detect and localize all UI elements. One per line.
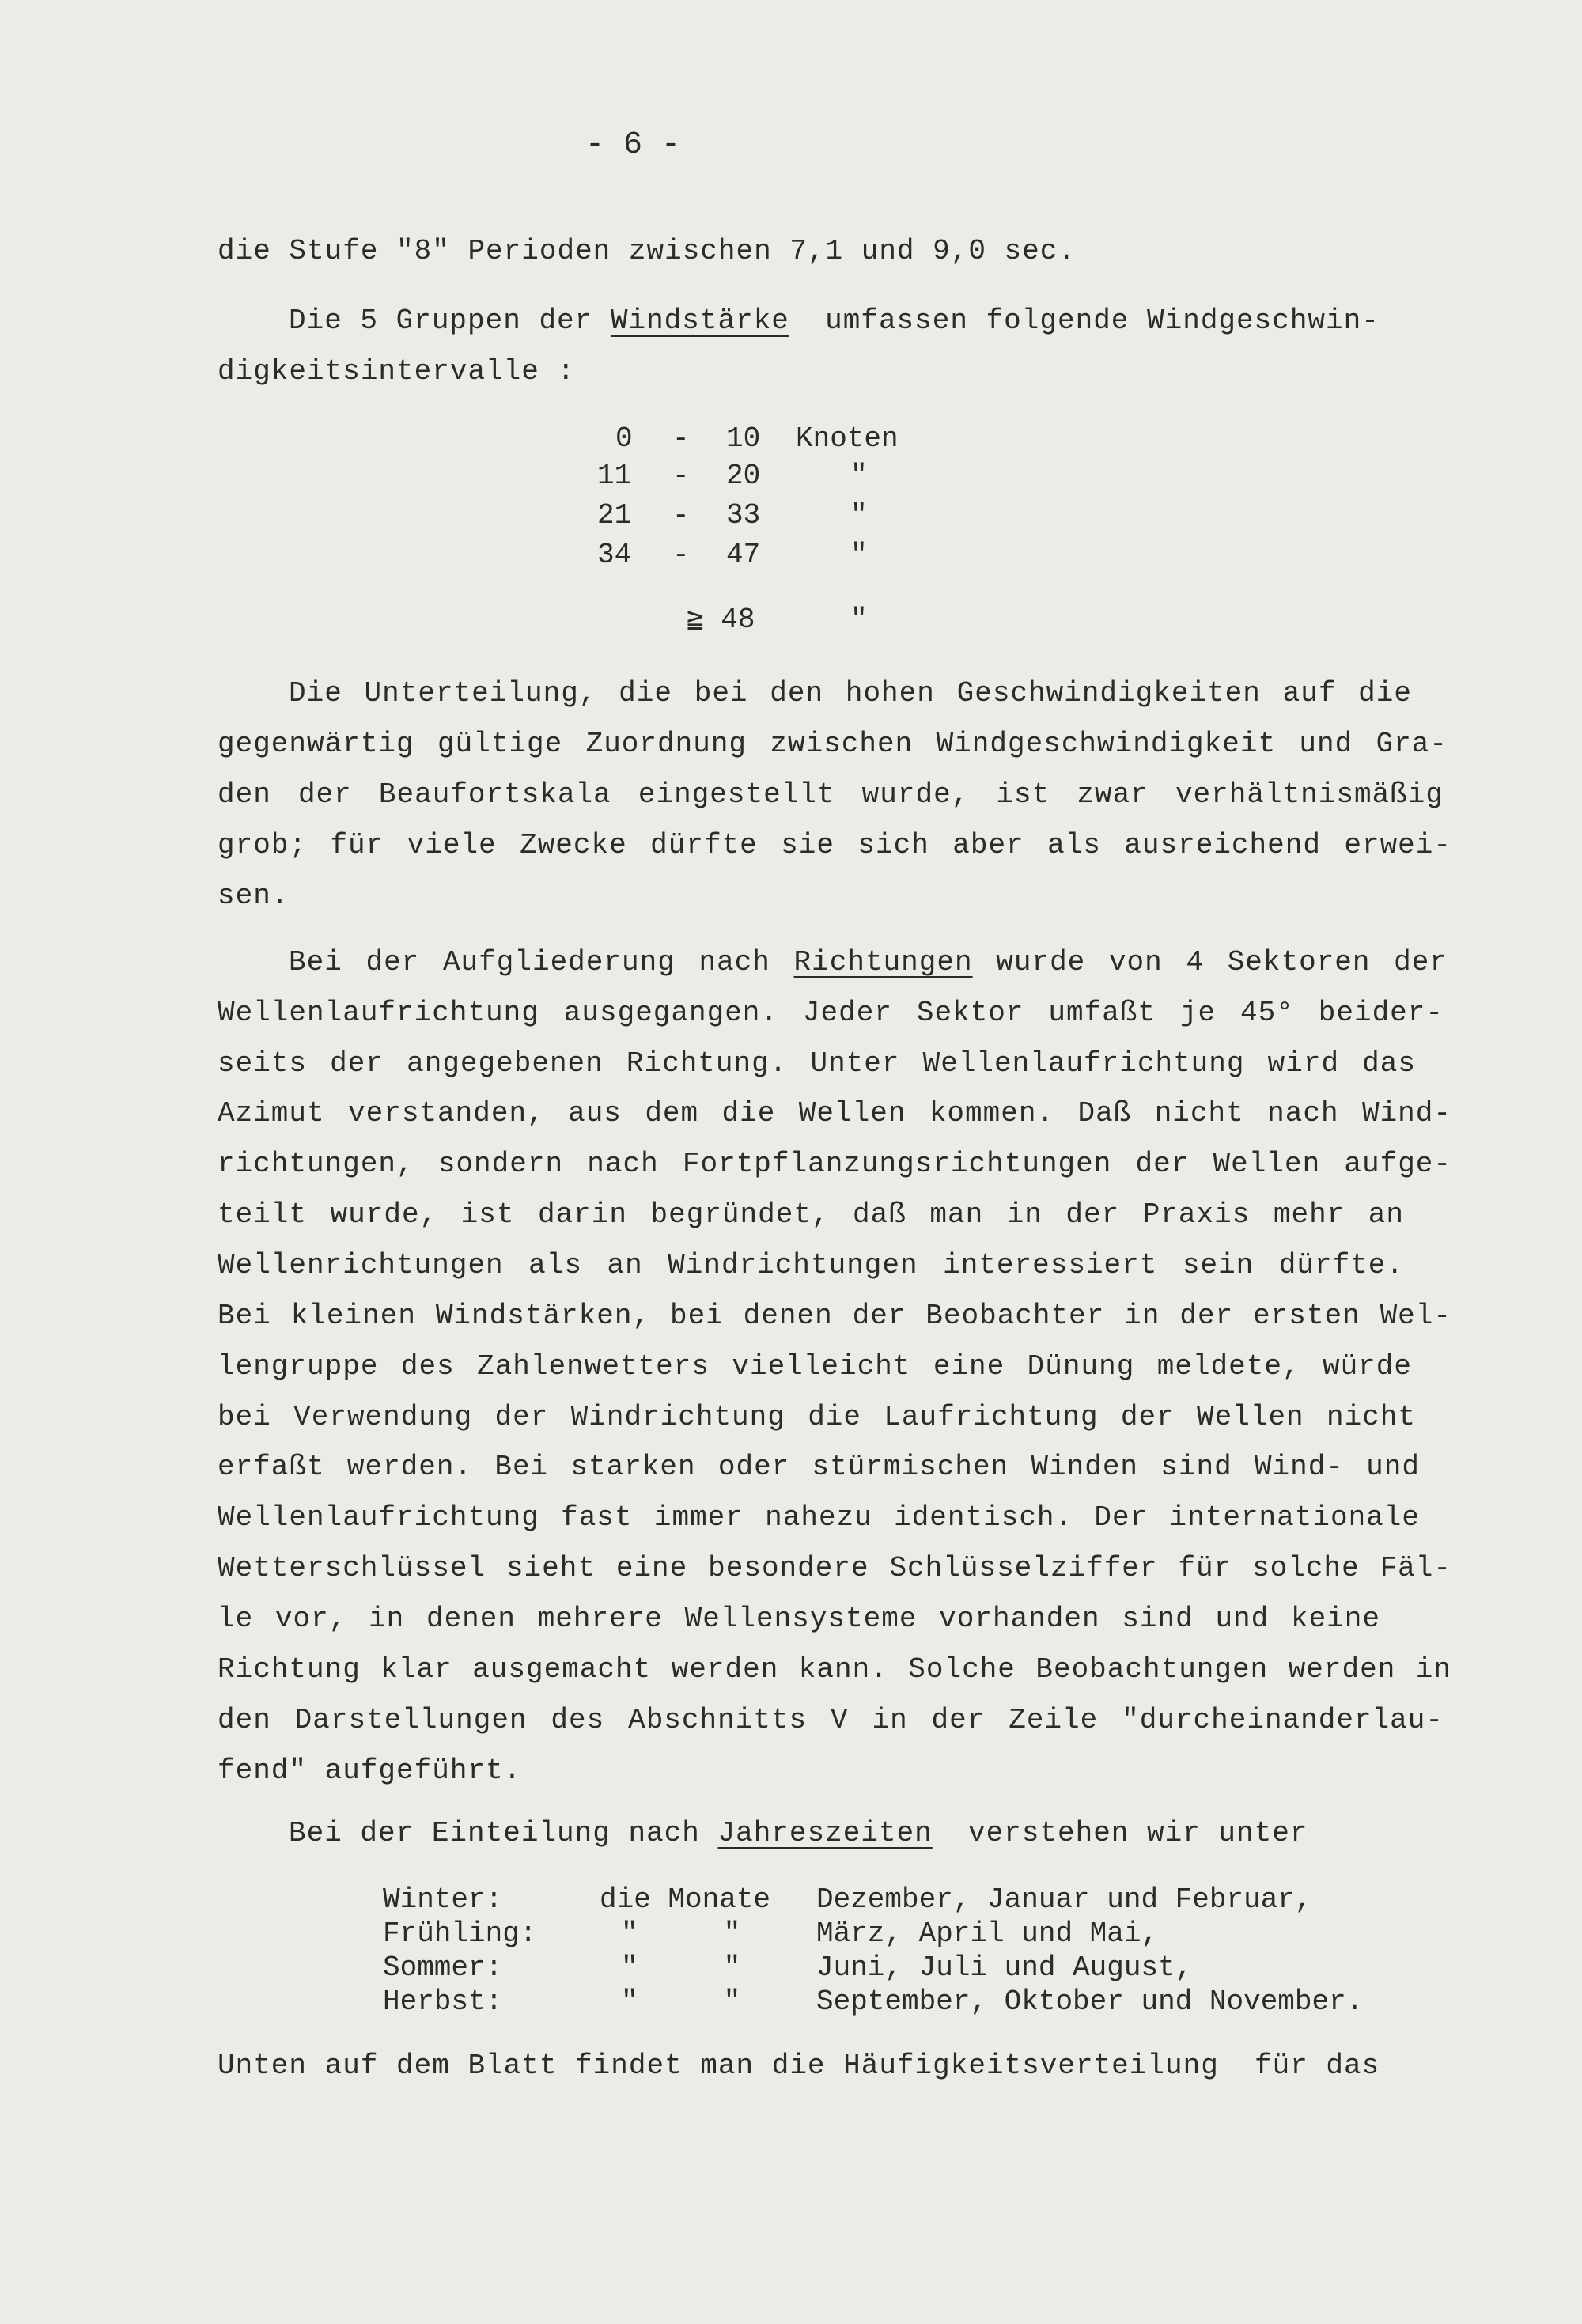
season-months: März, April und Mai,: [816, 1917, 1159, 1950]
wind-unit: ": [850, 604, 868, 636]
term-jahreszeiten: Jahreszeiten: [717, 1817, 933, 1849]
paragraph-line: sen.: [218, 880, 290, 912]
richtungen-suffix: wurde von 4 Sektoren der: [996, 946, 1448, 978]
paragraph-line: Azimut verstanden, aus dem die Wellen kommen. Daß nicht nach Wind-: [218, 1097, 1451, 1130]
season-name: Frühling:: [383, 1917, 537, 1950]
season-months: Juni, Juli und August,: [816, 1951, 1193, 1984]
wind-from: 34: [597, 539, 632, 571]
jahreszeiten-suffix: verstehen wir unter: [967, 1817, 1308, 1849]
paragraph-line: fend" aufgeführt.: [218, 1754, 522, 1787]
paragraph-line: Wellenlaufrichtung fast immer nahezu identisch. Der internationale: [218, 1501, 1420, 1534]
season-name: Sommer:: [383, 1951, 503, 1984]
paragraph-line: bei Verwendung der Windrichtung die Laufrichtung der Wellen nicht: [218, 1401, 1416, 1433]
richtungen-prefix: Bei der Aufgliederung nach: [289, 946, 770, 978]
wind-to: 47: [726, 539, 761, 571]
season-col2: die Monate: [600, 1883, 771, 1916]
season-months: September, Oktober und November.: [816, 1985, 1364, 2018]
paragraph-line: Wellenlaufrichtung ausgegangen. Jeder Sektor umfaßt je 45° beider-: [218, 997, 1444, 1029]
paragraph-line: Wetterschlüssel sieht eine besondere Schlüsselziffer für solche Fäl-: [218, 1552, 1451, 1584]
paragraph-line: le vor, in denen mehrere Wellensysteme vorhanden sind und keine: [218, 1603, 1380, 1635]
paragraph-line: erfaßt werden. Bei starken oder stürmischen Winden sind Wind- und: [218, 1451, 1420, 1483]
wind-to: 10: [726, 422, 761, 455]
richtungen-line1: [289, 945, 1448, 980]
paragraph-line: gegenwärtig gültige Zuordnung zwischen Windgeschwindigkeit und Gra-: [218, 728, 1448, 760]
paragraph-line: seits der angegebenen Richtung. Unter Wellenlaufrichtung wird das: [218, 1047, 1416, 1080]
page-number: - 6 -: [585, 127, 681, 163]
wind-dash: -: [672, 422, 690, 455]
paragraph-line: Richtung klar ausgemacht werden kann. Solche Beobachtungen werden in: [218, 1653, 1451, 1686]
wind-unit: Knoten: [796, 422, 899, 455]
jahreszeiten-prefix: Bei der Einteilung nach: [289, 1817, 700, 1849]
wind-dash: -: [672, 539, 690, 571]
wind-unit: ": [850, 460, 868, 492]
season-col2: " ": [621, 1951, 741, 1984]
wind-to: 33: [726, 499, 761, 532]
paragraph-line: den der Beaufortskala eingestellt wurde, ist zwar verhältnismäßig: [218, 778, 1444, 811]
paragraph-line: teilt wurde, ist darin begründet, daß man in der Praxis mehr an: [218, 1198, 1404, 1231]
wind-prefix: Die 5 Gruppen der: [289, 305, 593, 337]
wind-from: 0: [615, 422, 633, 455]
paragraph-line: Bei kleinen Windstärken, bei denen der Beobachter in der ersten Wel-: [218, 1300, 1451, 1332]
wind-last-value: ≧ 48: [687, 604, 755, 636]
paragraph-line: richtungen, sondern nach Fortpflanzungsrichtungen der Wellen aufge-: [218, 1148, 1451, 1180]
wind-unit: ": [850, 499, 868, 532]
season-col2: " ": [621, 1985, 741, 2018]
wind-from: 21: [597, 499, 632, 532]
wind-to: 20: [726, 460, 761, 492]
wind-suffix: umfassen folgende Windgeschwin-: [825, 305, 1380, 337]
paragraph-line: lengruppe des Zahlenwetters vielleicht eine Dünung meldete, würde: [218, 1350, 1412, 1383]
wind-dash: -: [672, 460, 690, 492]
term-richtungen: Richtungen: [793, 946, 973, 978]
wind-paragraph-line1: [289, 304, 1380, 339]
first-line: die Stufe "8" Perioden zwischen 7,1 und 9,0 sec.: [218, 235, 1076, 267]
wind-paragraph-line2: digkeitsintervalle :: [218, 355, 576, 388]
last-line: Unten auf dem Blatt findet man die Häufigkeitsverteilung für das: [218, 2050, 1380, 2082]
season-col2: " ": [621, 1917, 741, 1950]
season-name: Winter:: [383, 1883, 503, 1916]
season-months: Dezember, Januar und Februar,: [816, 1883, 1312, 1916]
paragraph-line: den Darstellungen des Abschnitts V in der Zeile "durcheinanderlau-: [218, 1704, 1444, 1736]
jahreszeiten-line: [289, 1816, 1308, 1851]
wind-from: 11: [597, 460, 632, 492]
paragraph-line: Die Unterteilung, die bei den hohen Geschwindigkeiten auf die: [289, 677, 1412, 710]
wind-unit: ": [850, 539, 868, 571]
season-name: Herbst:: [383, 1985, 503, 2018]
paragraph-line: grob; für viele Zwecke dürfte sie sich aber als ausreichend erwei-: [218, 829, 1451, 861]
term-windstaerke: Windstärke: [610, 305, 789, 337]
paragraph-line: Wellenrichtungen als an Windrichtungen interessiert sein dürfte.: [218, 1249, 1404, 1281]
wind-dash: -: [672, 499, 690, 532]
